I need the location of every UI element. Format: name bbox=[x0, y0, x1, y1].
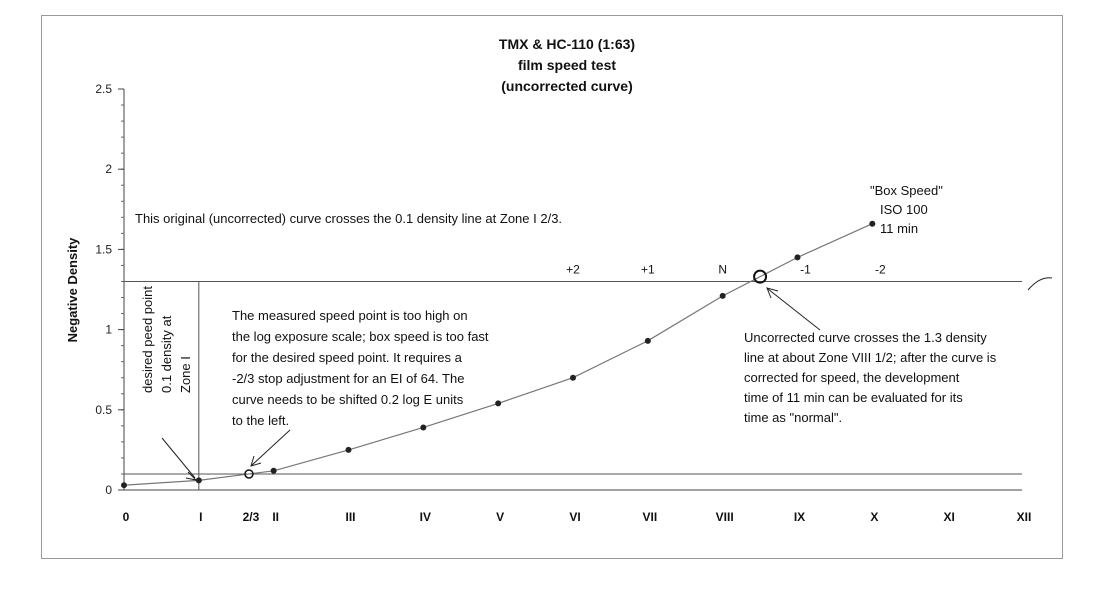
chart-title-line-2: film speed test bbox=[517, 57, 617, 73]
middle-note-line-1: The measured speed point is too high on bbox=[232, 308, 468, 323]
stop-label: -2 bbox=[874, 262, 886, 277]
right-note-line-3: corrected for speed, the development bbox=[744, 370, 960, 385]
x-tick-label: IV bbox=[419, 510, 432, 524]
x-tick-label: III bbox=[345, 510, 356, 524]
data-point bbox=[121, 482, 127, 488]
box-speed-line-1: "Box Speed" bbox=[870, 183, 943, 198]
arrow-right-note bbox=[768, 289, 820, 330]
chart-title-line-1: TMX & HC-110 (1:63) bbox=[498, 36, 636, 52]
data-point bbox=[420, 424, 426, 430]
desired-point-line-1: desired peed point bbox=[140, 286, 155, 393]
data-point bbox=[570, 375, 576, 381]
desired-point-line-2: 0.1 density at bbox=[159, 315, 174, 393]
box-speed-line-2: ISO 100 bbox=[880, 202, 928, 217]
x-tick-label: II bbox=[272, 510, 280, 524]
x-tick-label: V bbox=[496, 510, 505, 524]
x-tick-label: XI bbox=[943, 510, 955, 524]
y-tick-label: 2.5 bbox=[95, 82, 112, 96]
y-tick-label: 0 bbox=[105, 483, 112, 497]
middle-note-line-4: -2/3 stop adjustment for an EI of 64. The bbox=[232, 371, 465, 386]
data-point bbox=[720, 293, 726, 299]
x-tick-label: XII bbox=[1016, 510, 1032, 524]
data-point bbox=[795, 254, 801, 260]
x-tick-label: 0 bbox=[122, 510, 130, 524]
x-tick-label: IX bbox=[793, 510, 806, 524]
data-point bbox=[346, 447, 352, 453]
right-note-line-2: line at about Zone VIII 1/2; after the curve is bbox=[744, 350, 997, 365]
data-point bbox=[645, 338, 651, 344]
arrow-desired-point bbox=[162, 438, 195, 478]
y-tick-label: 2 bbox=[105, 162, 112, 177]
middle-note-line-2: the log exposure scale; box speed is too fast bbox=[232, 329, 489, 344]
data-point bbox=[271, 468, 277, 474]
y-tick-label: 1 bbox=[105, 322, 112, 337]
x-tick-label: X bbox=[870, 510, 879, 524]
desired-point-label bbox=[140, 286, 193, 393]
margin-stroke bbox=[1028, 278, 1052, 290]
x-tick-label: VI bbox=[569, 510, 581, 524]
x-tick-label: 2/3 bbox=[242, 510, 260, 524]
middle-note-line-6: to the left. bbox=[232, 413, 290, 428]
stop-label: N bbox=[718, 262, 728, 277]
stop-label: +2 bbox=[566, 262, 580, 277]
middle-note-line-3: for the desired speed point. It requires a bbox=[232, 350, 462, 365]
data-point bbox=[869, 221, 875, 227]
x-tick-label: VIII bbox=[715, 510, 734, 524]
stop-label: -1 bbox=[800, 262, 811, 277]
stop-label: +1 bbox=[640, 262, 655, 277]
right-note-line-1: Uncorrected curve crosses the 1.3 density bbox=[744, 330, 987, 345]
y-axis-label: Negative Density bbox=[65, 237, 80, 343]
top-note: This original (uncorrected) curve crosses the 0.1 density line at Zone I 2/3. bbox=[135, 211, 563, 226]
desired-point-line-3: Zone I bbox=[178, 356, 193, 393]
data-point bbox=[495, 400, 501, 406]
chart-title-line-3: (uncorrected curve) bbox=[501, 78, 633, 94]
y-tick-label: 0.5 bbox=[95, 402, 112, 417]
arrow-middle-note bbox=[252, 430, 290, 465]
x-tick-label: I bbox=[199, 510, 203, 524]
right-note-line-4: time of 11 min can be evaluated for its bbox=[744, 390, 963, 405]
box-speed-line-3: 11 min bbox=[880, 221, 919, 236]
right-note-line-5: time as "normal". bbox=[744, 410, 843, 425]
middle-note-line-5: curve needs to be shifted 0.2 log E units bbox=[232, 392, 464, 407]
y-tick-label: 1.5 bbox=[95, 242, 112, 257]
x-tick-label: VII bbox=[642, 510, 658, 524]
